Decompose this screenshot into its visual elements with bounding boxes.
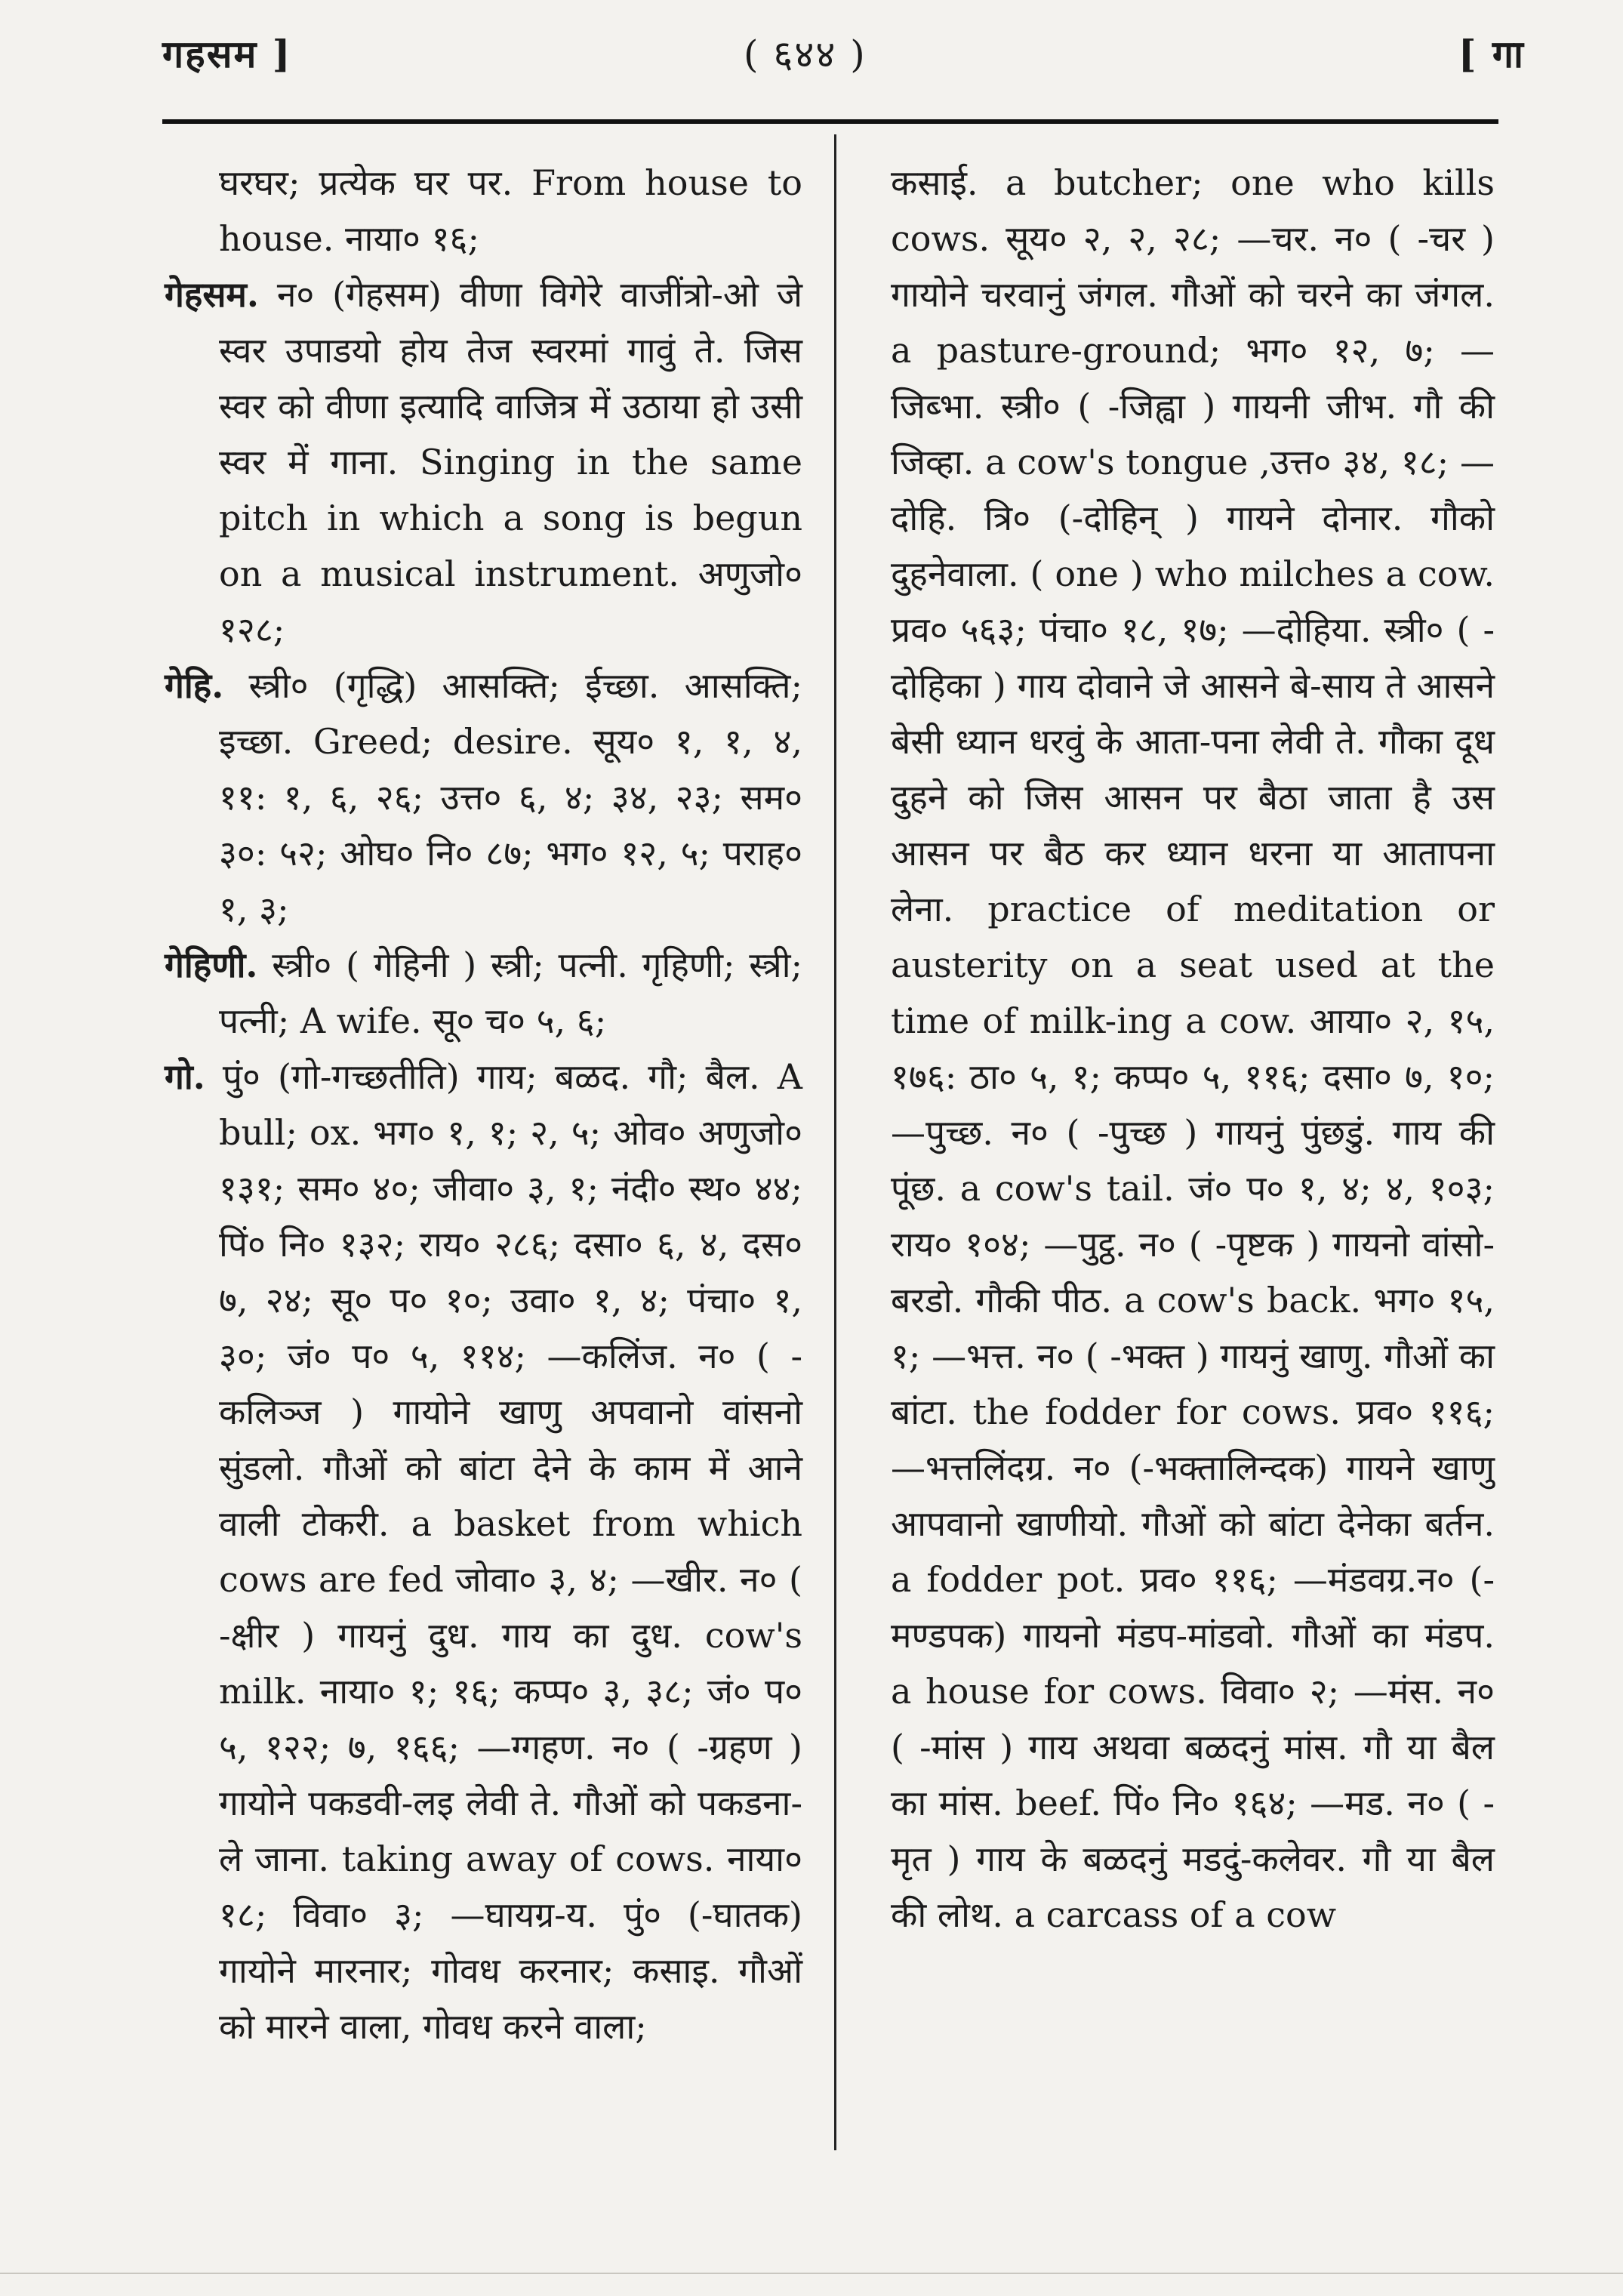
- entry-headword: गेहसम.: [165, 274, 259, 315]
- entry-definition: पुं० (गो-गच्छतीति) गाय; बळद. गौ; बैल. A bull; ox. भग० १, १; २, ५; ओव० अणुजो० १३१; सम० ४०; जीवा० ३, १; नंदी० स्थ० ४४; पिं० नि० १३२; राय० २८६; दसा० ६, ४, दस० ७, २४; सू० प० १०; उवा० १, ४; पंचा० १, ३०; जं० प० ५, ११४; —कलिंज. न० ( -कलिञ्ज ) गायोने खाणु अपवानो वांसनो सुंडलो. गौओं को बांटा देने के काम में आने वाली टोकरी. a basket from which cows are fed जोवा० ३, ४; —खीर. न० ( -क्षीर ) गायनुं दुध. गाय का दुध. cow's milk. नाया० १; १६; कप्प० ३, ३८; जं० प० ५, १२२; ७, १६६; —ग्गहण. न० ( -ग्रहण ) गायोने पकडवी-लइ लेवी ते. गौओं को पकडना-ले जाना. taking away of cows. नाया० १८; विवा० ३; —घायग्र-य. पुं० (-घातक) गायोने मारनार; गोवध करनार; कसाइ. गौओं को मारने वाला, गोवध करने वाला;: [205, 1056, 802, 2047]
- entry-definition: स्त्री० ( गेहिनी ) स्त्री; पत्नी. गृहिणी; स्त्री; पत्नी; A wife. सू० च० ५, ६;: [219, 945, 802, 1041]
- entry-headword: गेहि.: [165, 665, 224, 706]
- header-left-guideword: गहसम ]: [162, 32, 292, 76]
- page-number: ( ६४४ ): [744, 32, 867, 76]
- header-right-guideword: [ गा: [1458, 32, 1525, 76]
- entry-definition: घरघर; प्रत्येक घर पर. From house to house. नाया० १६;: [219, 162, 802, 259]
- dictionary-entry: [165, 155, 802, 267]
- entry-headword: गो.: [165, 1056, 205, 1097]
- entry-definition: कसाई. a butcher; one who kills cows. सूय० २, २, २८; —चर. न० ( -चर ) गायोने चरवानुं जंगल. गौओं को चरने का जंगल. a pasture-ground; भग० १२, ७; —जिब्भा. स्त्री० ( -जिह्वा ) गायनी जीभ. गौ की जिव्हा. a cow's tongue ,उत्त० ३४, १८; —दोहि. त्रि० (-दोहिन् ) गायने दोनार. गौको दुहनेवाला. ( one ) who milches a cow. प्रव० ५६३; पंचा० १८, १७; —दोहिया. स्त्री० ( -दोहिका ) गाय दोवाने जे आसने बे-साय ते आसने बेसी ध्यान धरवुं के आता-पना लेवी ते. गौका दूध दुहने को जिस आसन पर बैठा जाता है उस आसन पर बैठ कर ध्यान धरना या आतापना लेना. practice of meditation or austerity on a seat used at the time of milk-ing a cow. आया० २, १५, १७६: ठा० ५, १; कप्प० ५, ११६; दसा० ७, १०; —पुच्छ. न० ( -पुच्छ ) गायनुं पुंछडुं. गाय की पूंछ. a cow's tail. जं० प० १, ४; ४, १०३; राय० १०४; —पुट्ठ. न० ( -पृष्टक ) गायनो वांसो-बरडो. गौकी पीठ. a cow's back. भग० १५, १; —भत्त. न० ( -भक्त ) गायनुं खाणु. गौओं का बांटा. the fodder for cows. प्रव० ११६; —भत्तलिंदग्र. न० (-भक्तालिन्दक) गायने खाणु आपवानो खाणीयो. गौओं को बांटा देनेका बर्तन. a fodder pot. प्रव० ११६; —मंडवग्र.न० (-मण्डपक) गायनो मंडप-मांडवो. गौओं का मंडप. a house for cows. विवा० २; —मंस. न० ( -मांस ) गाय अथवा बळदनुं मांस. गौ या बैल का मांस. beef. पिं० नि० १६४; —मड. न० ( -मृत ) गाय के बळदनुं मडदुं-कलेवर. गौ या बैल की लोथ. a carcass of a cow: [891, 162, 1495, 1935]
- entry-definition: स्त्री० (गृद्धि) आसक्ति; ईच्छा. आसक्ति; इच्छा. Greed; desire. सूय० १, १, ४, ११: १, ६, २६; उत्त० ६, ४; ३४, २३; सम० ३०: ५२; ओघ० नि० ८७; भग० १२, ५; पराह० १, ३;: [219, 665, 802, 929]
- dictionary-entry: [891, 155, 1495, 1943]
- dictionary-entry: [165, 937, 802, 1049]
- entry-headword: गेहिणी.: [165, 945, 258, 985]
- column-divider: [834, 134, 836, 2150]
- header-rule: [162, 119, 1498, 124]
- left-column: [165, 155, 802, 2054]
- dictionary-entry: [165, 658, 802, 937]
- dictionary-entry: [165, 267, 802, 658]
- dictionary-entry: [165, 1049, 802, 2054]
- entry-definition: न० (गेहसम) वीणा विगेरे वाजींत्रो-ओ जे स्वर उपाडयो होय तेज स्वरमां गावुं ते. जिस स्वर को वीणा इत्यादि वाजित्र में उठाया हो उसी स्वर में गाना. Singing in the same pitch in which a song is begun on a musical instrument. अणुजो० १२८;: [219, 274, 802, 650]
- bottom-edge: [0, 2273, 1623, 2274]
- right-column: [891, 155, 1495, 1943]
